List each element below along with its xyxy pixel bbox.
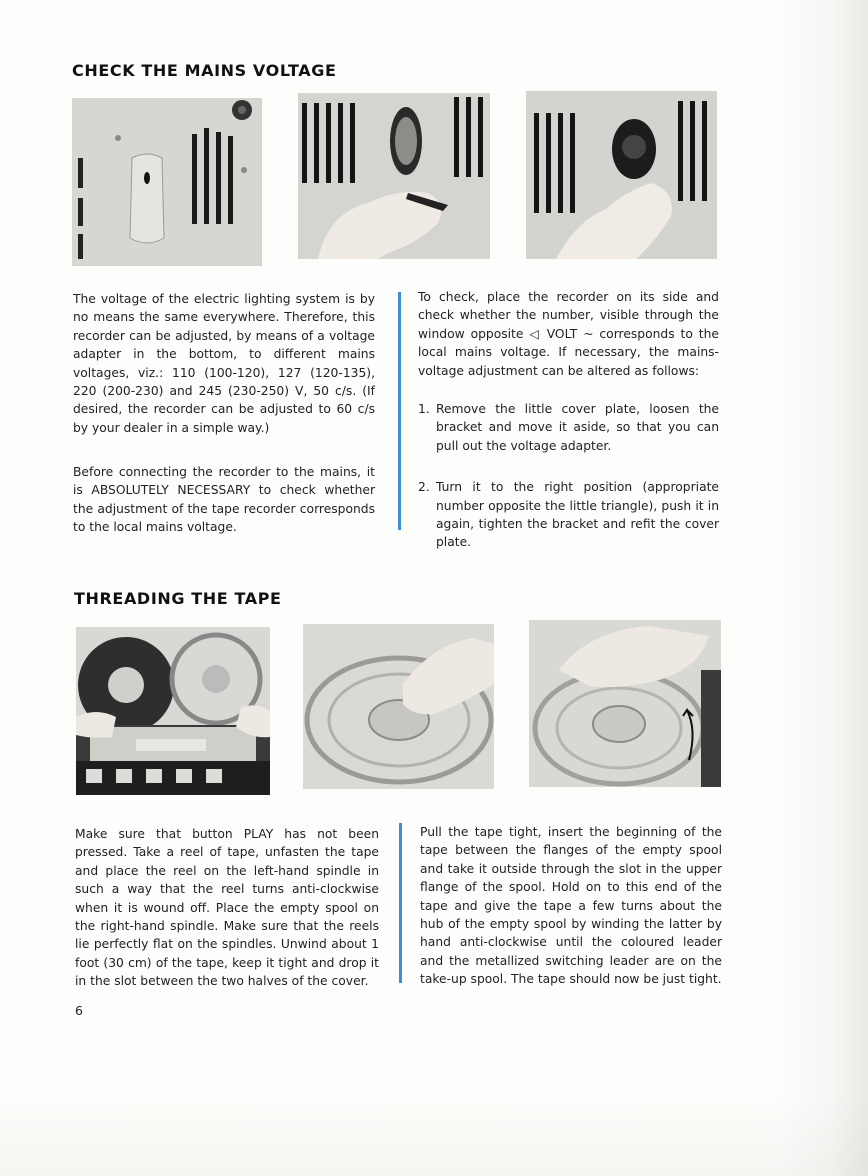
section-title-threading-tape: THREADING THE TAPE bbox=[74, 589, 282, 608]
page-bottom-shadow bbox=[0, 1096, 868, 1176]
page-number: 6 bbox=[75, 1003, 83, 1018]
blue-margin-rule-2 bbox=[399, 823, 402, 983]
section-title-mains-voltage: CHECK THE MAINS VOLTAGE bbox=[72, 61, 337, 80]
step-number-1: 1. bbox=[418, 402, 430, 416]
photo-hand-reel bbox=[303, 624, 494, 789]
step-text-2: Turn it to the right position (appropriate number opposite the little triangle), push it in again, tighten the bracket and refit the cover plate. bbox=[436, 480, 719, 550]
blue-margin-rule-1 bbox=[398, 292, 401, 530]
threading-left-text: Make sure that button PLAY has not been pressed. Take a reel of tape, unfasten the tape and place the reel on the left-hand spindle in such a way that the reel turns anti-clockwise when it is wound off. Place the empty spool on the right-hand spindle. Make sure that the reels lie perfectly flat on the spindles. Unwind about 1 foot (30 cm) of the tape, keep it tight and drop it in the slot between the two halves of the cover. bbox=[75, 827, 379, 989]
adjustment-step-2 bbox=[418, 478, 719, 552]
photo-wind-spool bbox=[529, 620, 721, 787]
step-number-2: 2. bbox=[418, 480, 430, 495]
page-edge-shadow bbox=[778, 0, 868, 1176]
threading-right-text: Pull the tape tight, insert the beginning of the tape between the flanges of the empty spool and take it outside through the slot in the upper flange of the spool. Hold on to this end of the tape and give the tape a few turns about the hub of the empty spool by winding the latter by hand anti-clockwise until the coloured leader and the metallized switching leader are on the take-up spool. The tape should now be just tight. bbox=[420, 825, 722, 987]
step-text-1: Remove the little cover plate, loosen the bracket and move it aside, so that you can pull out the voltage adapter. bbox=[436, 402, 719, 453]
check-procedure-intro: To check, place the recorder on its side and check whether the number, visible through the window opposite ◁ VOLT ~ corresponds to the local mains voltage. If necessary, the mains-voltage adjustment can be altered as follows: bbox=[418, 290, 719, 378]
mains-voltage-intro: The voltage of the electric lighting system is by no means the same everywhere. Therefore, this recorder can be adjusted, by means of a voltage adapter in the bottom, to different mains voltages, viz.: 110 (100-120), 127 (120-135), 220 (200-230) and 245 (230-250) V, 50 c/s. (If desired, the recorder can be adjusted to 60 c/s by your dealer in a simple way.) bbox=[73, 292, 375, 435]
adjustment-steps bbox=[418, 400, 719, 552]
photo-voltage-adapter bbox=[298, 93, 490, 259]
adjustment-step-1 bbox=[418, 400, 719, 455]
photo-recorder-reels bbox=[76, 627, 270, 795]
photo-turn-adapter bbox=[526, 91, 717, 259]
photo-cover-plate bbox=[72, 98, 262, 266]
mains-voltage-warning: Before connecting the recorder to the mains, it is ABSOLUTELY NECESSARY to check whether the adjustment of the tape recorder corresponds to the local mains voltage. bbox=[73, 465, 375, 535]
